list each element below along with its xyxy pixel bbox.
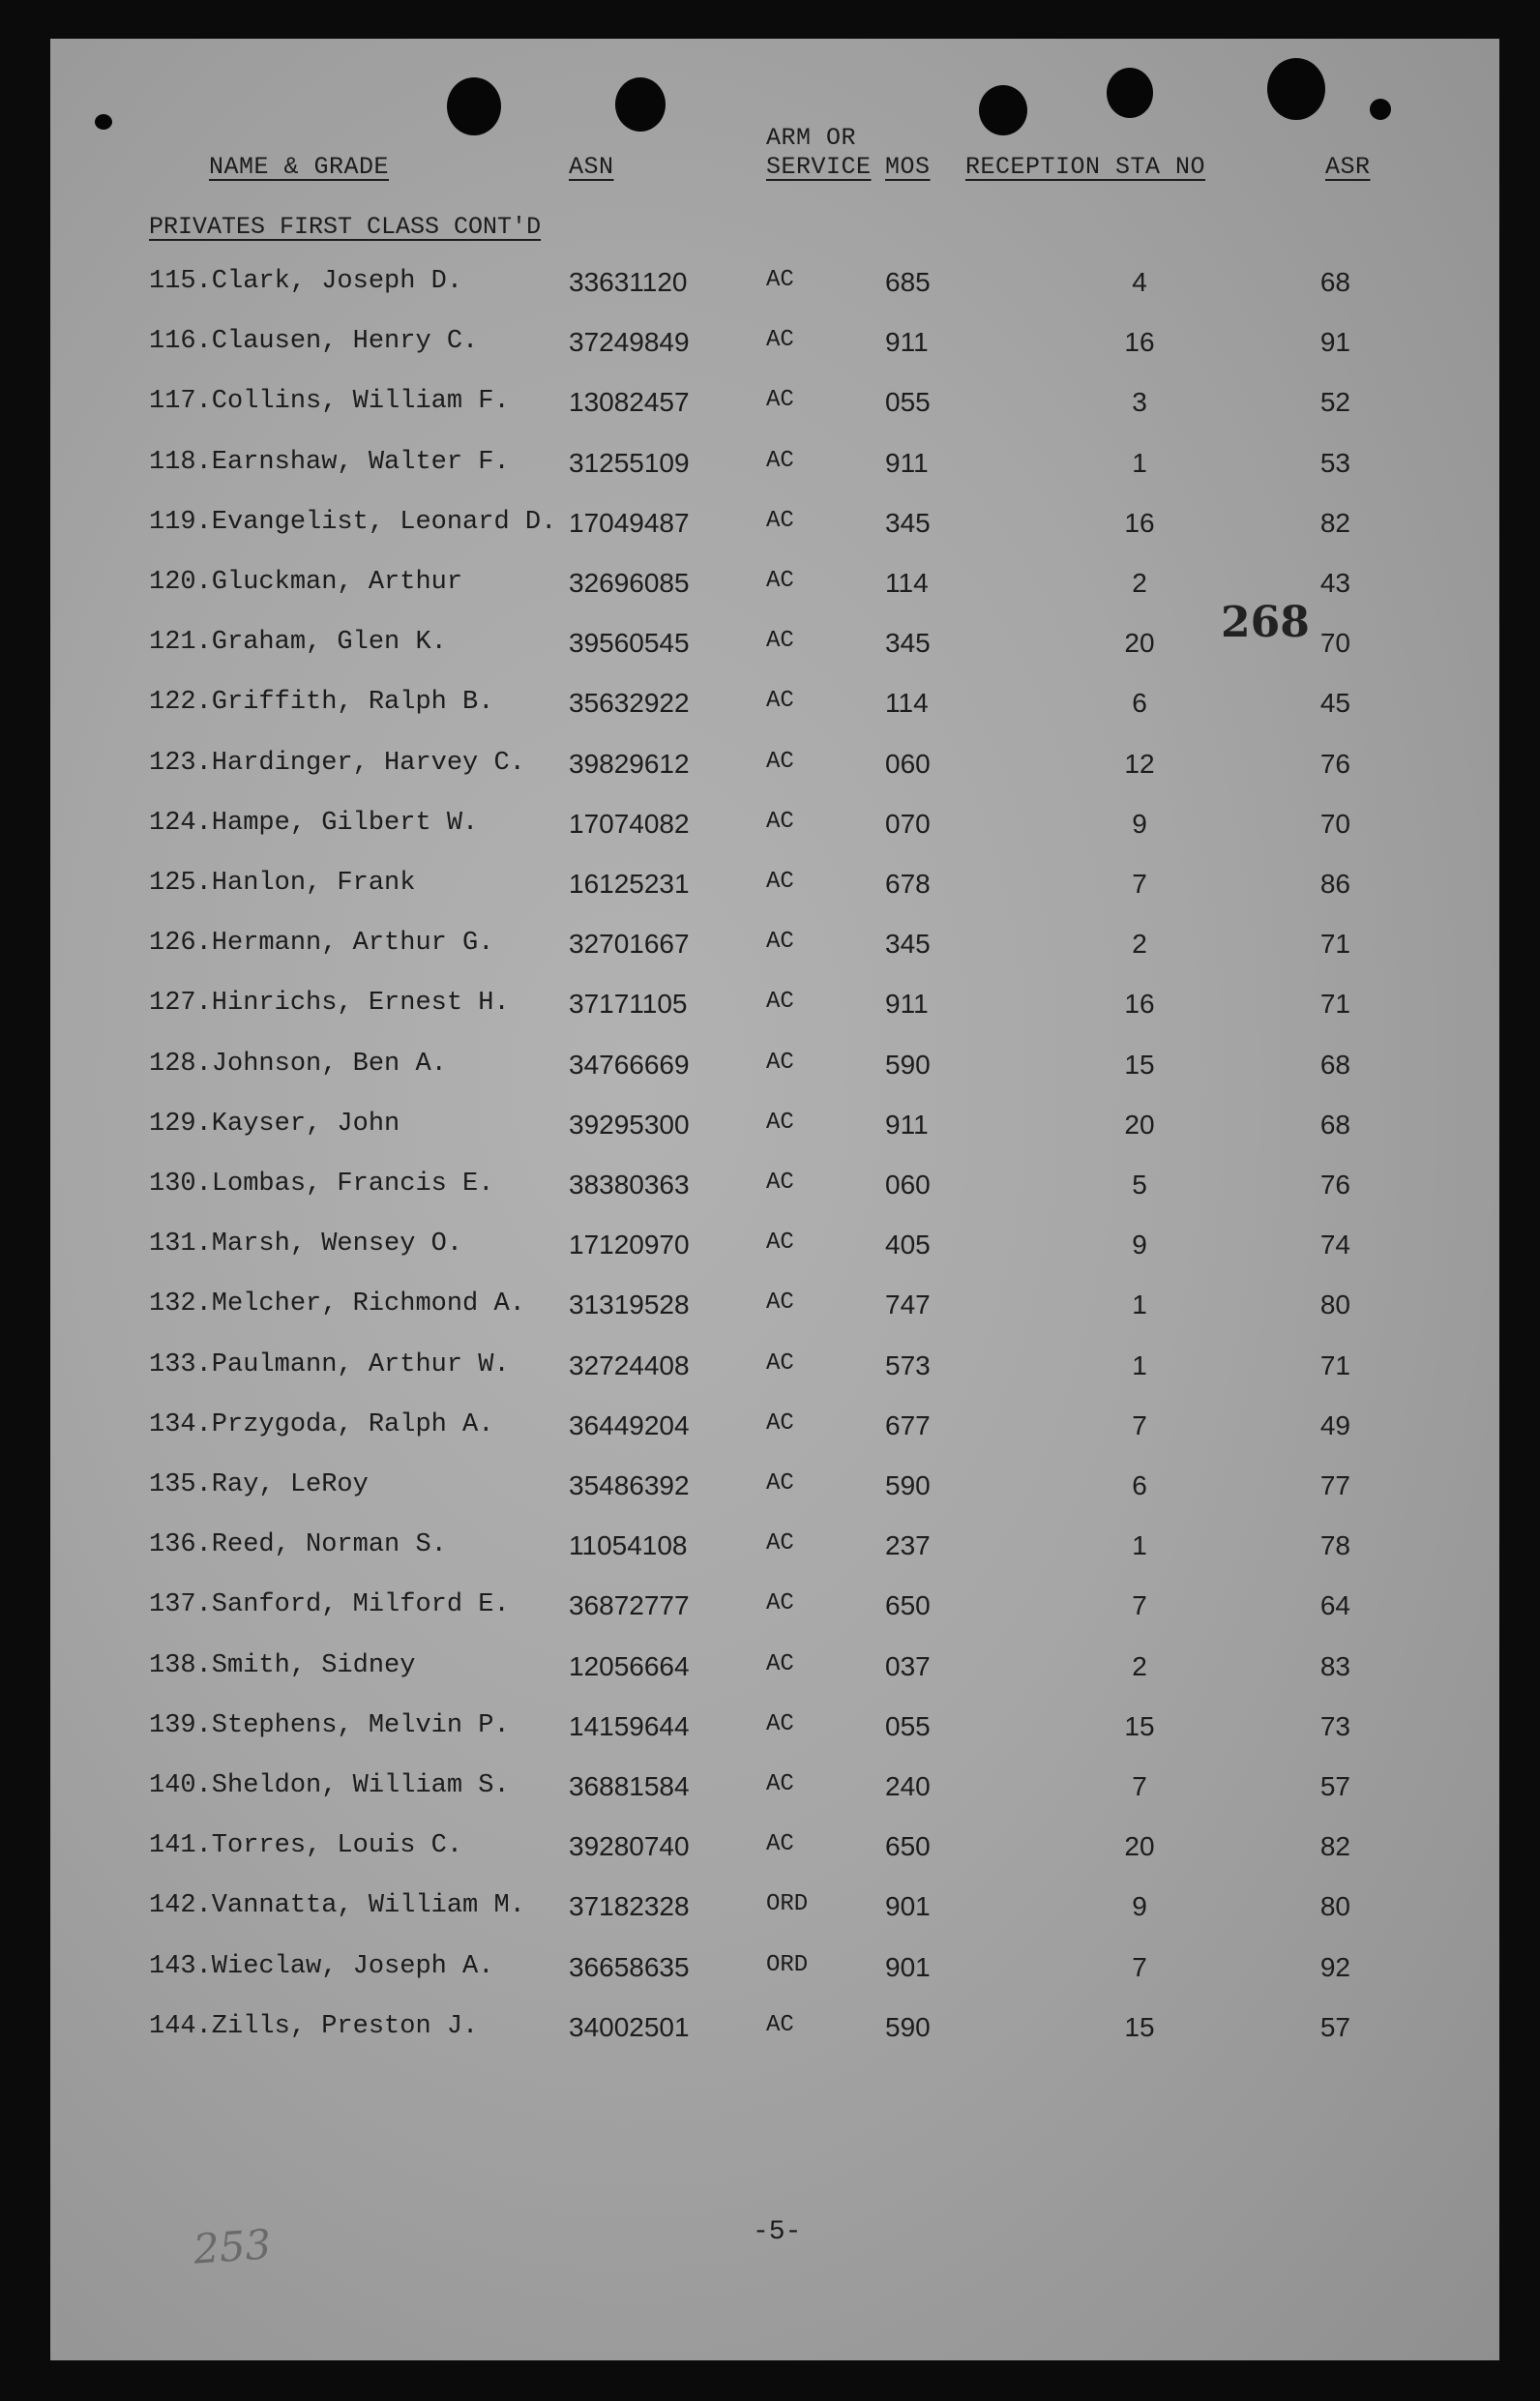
punch-hole <box>447 77 501 135</box>
table-row <box>50 1110 1499 1148</box>
table-row <box>50 267 1499 306</box>
cell-asn: 34766669 <box>569 1049 690 1080</box>
cell-arm: AC <box>766 628 794 655</box>
cell-sta: 20 <box>1124 1109 1155 1140</box>
document-page <box>50 39 1499 2360</box>
cell-asn: 37182328 <box>569 1891 690 1922</box>
cell-arm: AC <box>766 1650 794 1677</box>
cell-name: 117.Collins, William F. <box>149 387 510 417</box>
cell-name: 115.Clark, Joseph D. <box>149 267 463 296</box>
table-row <box>50 327 1499 366</box>
cell-asn: 31319528 <box>569 1289 690 1320</box>
cell-mos: 405 <box>885 1230 931 1260</box>
cell-name: 121.Graham, Glen K. <box>149 628 447 658</box>
cell-asn: 17049487 <box>569 507 690 538</box>
cell-sta: 6 <box>1132 688 1147 719</box>
cell-asn: 39829612 <box>569 748 690 779</box>
cell-asr: 68 <box>1319 1049 1350 1080</box>
cell-asr: 70 <box>1319 808 1350 839</box>
table-row <box>50 688 1499 726</box>
table-row <box>50 2012 1499 2051</box>
table-row <box>50 387 1499 426</box>
cell-asr: 52 <box>1319 387 1350 418</box>
cell-mos: 573 <box>885 1349 931 1380</box>
cell-asn: 12056664 <box>569 1650 690 1681</box>
cell-arm: AC <box>766 327 794 354</box>
cell-asn: 35486392 <box>569 1470 690 1500</box>
cell-name: 143.Wieclaw, Joseph A. <box>149 1951 494 1981</box>
cell-name: 124.Hampe, Gilbert W. <box>149 808 479 838</box>
cell-arm: AC <box>766 2011 794 2038</box>
cell-asn: 17074082 <box>569 808 690 839</box>
cell-mos: 590 <box>885 1049 931 1080</box>
cell-mos: 901 <box>885 1891 931 1922</box>
cell-name: 140.Sheldon, William S. <box>149 1771 510 1800</box>
cell-arm: AC <box>766 1170 794 1196</box>
table-row <box>50 1711 1499 1750</box>
punch-hole <box>95 114 112 130</box>
cell-arm: AC <box>766 1590 794 1617</box>
section-title: PRIVATES FIRST CLASS CONT'D <box>149 213 542 241</box>
cell-name: 118.Earnshaw, Walter F. <box>149 447 510 477</box>
table-row <box>50 929 1499 967</box>
cell-asn: 37171105 <box>569 989 688 1020</box>
table-row <box>50 1230 1499 1268</box>
cell-sta: 20 <box>1124 1831 1155 1862</box>
cell-name: 116.Clausen, Henry C. <box>149 327 479 357</box>
table-row <box>50 1891 1499 1930</box>
cell-asr: 73 <box>1319 1710 1350 1741</box>
cell-asr: 86 <box>1319 869 1350 899</box>
cell-name: 130.Lombas, Francis E. <box>149 1170 494 1199</box>
cell-name: 131.Marsh, Wensey O. <box>149 1230 463 1260</box>
cell-sta: 4 <box>1132 267 1147 297</box>
cell-asn: 11054108 <box>569 1530 688 1561</box>
cell-mos: 685 <box>885 267 931 297</box>
cell-asr: 77 <box>1319 1470 1350 1500</box>
cell-sta: 2 <box>1132 929 1147 960</box>
table-row <box>50 1410 1499 1449</box>
cell-sta: 15 <box>1124 1049 1155 1080</box>
cell-asr: 82 <box>1319 507 1350 538</box>
cell-arm: AC <box>766 1530 794 1557</box>
cell-asr: 68 <box>1319 1109 1350 1140</box>
cell-asn: 13082457 <box>569 387 690 418</box>
cell-asn: 39280740 <box>569 1831 690 1862</box>
cell-sta: 9 <box>1132 808 1147 839</box>
cell-mos: 345 <box>885 507 931 538</box>
cell-sta: 2 <box>1132 568 1147 598</box>
cell-asr: 92 <box>1319 1951 1350 1982</box>
cell-name: 126.Hermann, Arthur G. <box>149 929 494 959</box>
header-name-grade: NAME & GRADE <box>209 153 390 181</box>
cell-sta: 7 <box>1132 1590 1147 1621</box>
cell-asn: 31255109 <box>569 447 690 478</box>
cell-arm: AC <box>766 1109 794 1136</box>
cell-asr: 76 <box>1319 748 1350 779</box>
cell-asr: 57 <box>1319 2011 1350 2042</box>
cell-name: 125.Hanlon, Frank <box>149 869 416 898</box>
cell-sta: 7 <box>1132 1409 1147 1440</box>
cell-sta: 7 <box>1132 1771 1147 1801</box>
table-row <box>50 749 1499 787</box>
table-row <box>50 448 1499 487</box>
punch-hole <box>1370 99 1391 120</box>
cell-mos: 590 <box>885 2011 931 2042</box>
cell-name: 135.Ray, LeRoy <box>149 1470 369 1499</box>
cell-arm: AC <box>766 267 794 293</box>
cell-mos: 911 <box>885 327 929 358</box>
cell-asr: 71 <box>1319 1349 1350 1380</box>
cell-mos: 060 <box>885 1170 931 1200</box>
cell-mos: 060 <box>885 748 931 779</box>
cell-mos: 650 <box>885 1831 931 1862</box>
cell-arm: AC <box>766 1289 794 1317</box>
header-arm-line1: ARM OR <box>766 124 857 152</box>
cell-sta: 1 <box>1132 1530 1147 1561</box>
cell-name: 141.Torres, Louis C. <box>149 1831 463 1861</box>
cell-arm: ORD <box>766 1951 809 1978</box>
cell-arm: AC <box>766 568 794 594</box>
table-row <box>50 1590 1499 1629</box>
cell-arm: AC <box>766 1831 794 1858</box>
cell-mos: 911 <box>885 1109 929 1140</box>
cell-arm: AC <box>766 387 794 414</box>
cell-asr: 74 <box>1319 1230 1350 1260</box>
header-arm-line2: SERVICE <box>766 153 872 181</box>
cell-asn: 34002501 <box>569 2011 690 2042</box>
cell-arm: AC <box>766 1230 794 1257</box>
table-row <box>50 1050 1499 1088</box>
page-number: -5- <box>753 2217 802 2247</box>
cell-arm: AC <box>766 1710 794 1737</box>
cell-asr: 71 <box>1319 929 1350 960</box>
table-row <box>50 989 1499 1027</box>
handwritten-note: 253 <box>192 2220 273 2273</box>
cell-arm: AC <box>766 1049 794 1076</box>
cell-arm: AC <box>766 989 794 1016</box>
punch-hole <box>1267 58 1325 120</box>
cell-name: 142.Vannatta, William M. <box>149 1891 525 1921</box>
header-reception-station: RECEPTION STA NO <box>965 153 1206 181</box>
cell-asn: 39560545 <box>569 628 690 659</box>
cell-arm: AC <box>766 869 794 895</box>
table-row <box>50 1530 1499 1569</box>
cell-mos: 911 <box>885 989 929 1020</box>
cell-name: 139.Stephens, Melvin P. <box>149 1710 510 1740</box>
cell-arm: AC <box>766 1409 794 1437</box>
cell-arm: AC <box>766 507 794 534</box>
cell-asn: 17120970 <box>569 1230 690 1260</box>
cell-sta: 6 <box>1132 1470 1147 1500</box>
cell-sta: 7 <box>1132 1951 1147 1982</box>
cell-asn: 32724408 <box>569 1349 690 1380</box>
cell-sta: 3 <box>1132 387 1147 418</box>
cell-sta: 1 <box>1132 1289 1147 1320</box>
cell-asn: 33631120 <box>569 267 688 297</box>
cell-name: 120.Gluckman, Arthur <box>149 568 463 597</box>
cell-mos: 240 <box>885 1771 931 1801</box>
cell-mos: 901 <box>885 1951 931 1982</box>
cell-mos: 650 <box>885 1590 931 1621</box>
cell-arm: AC <box>766 1771 794 1797</box>
cell-sta: 16 <box>1124 989 1155 1020</box>
cell-name: 136.Reed, Norman S. <box>149 1530 447 1560</box>
cell-sta: 7 <box>1132 869 1147 899</box>
cell-sta: 12 <box>1124 748 1155 779</box>
cell-asr: 78 <box>1319 1530 1350 1561</box>
cell-asn: 39295300 <box>569 1109 690 1140</box>
cell-mos: 114 <box>885 568 929 598</box>
cell-asr: 71 <box>1319 989 1350 1020</box>
cell-asn: 32701667 <box>569 929 690 960</box>
cell-sta: 15 <box>1124 2011 1155 2042</box>
header-mos: MOS <box>885 153 931 181</box>
cell-name: 123.Hardinger, Harvey C. <box>149 748 525 778</box>
cell-sta: 5 <box>1132 1170 1147 1200</box>
table-row <box>50 869 1499 907</box>
punch-hole <box>615 77 666 132</box>
cell-asr: 76 <box>1319 1170 1350 1200</box>
cell-asn: 35632922 <box>569 688 690 719</box>
cell-asr: 83 <box>1319 1650 1350 1681</box>
cell-sta: 9 <box>1132 1230 1147 1260</box>
cell-asn: 16125231 <box>569 869 690 899</box>
cell-asr: 80 <box>1319 1891 1350 1922</box>
cell-sta: 16 <box>1124 327 1155 358</box>
cell-asn: 37249849 <box>569 327 690 358</box>
cell-name: 138.Smith, Sidney <box>149 1650 416 1680</box>
cell-asn: 36881584 <box>569 1771 690 1801</box>
cell-sta: 15 <box>1124 1710 1155 1741</box>
cell-mos: 345 <box>885 628 931 659</box>
cell-asr: 80 <box>1319 1289 1350 1320</box>
table-row <box>50 1470 1499 1509</box>
cell-mos: 677 <box>885 1409 931 1440</box>
cell-sta: 16 <box>1124 507 1155 538</box>
cell-sta: 9 <box>1132 1891 1147 1922</box>
cell-asr: 70 <box>1319 628 1350 659</box>
cell-name: 128.Johnson, Ben A. <box>149 1049 447 1079</box>
cell-arm: AC <box>766 808 794 835</box>
cell-asr: 45 <box>1319 688 1350 719</box>
cell-name: 119.Evangelist, Leonard D. <box>149 507 557 537</box>
cell-name: 144.Zills, Preston J. <box>149 2011 479 2041</box>
cell-mos: 747 <box>885 1289 931 1320</box>
table-row <box>50 1170 1499 1208</box>
cell-asr: 57 <box>1319 1771 1350 1801</box>
cell-arm: AC <box>766 447 794 474</box>
punch-hole <box>1107 68 1153 118</box>
cell-asr: 49 <box>1319 1409 1350 1440</box>
cell-sta: 20 <box>1124 628 1155 659</box>
table-row <box>50 1831 1499 1870</box>
cell-name: 137.Sanford, Milford E. <box>149 1590 510 1620</box>
cell-name: 133.Paulmann, Arthur W. <box>149 1349 510 1379</box>
cell-name: 127.Hinrichs, Ernest H. <box>149 989 510 1019</box>
cell-arm: AC <box>766 929 794 956</box>
table-row <box>50 1651 1499 1690</box>
cell-arm: AC <box>766 1470 794 1497</box>
cell-asr: 64 <box>1319 1590 1350 1621</box>
stamp-number: 268 <box>1221 598 1310 647</box>
cell-asr: 91 <box>1319 327 1350 358</box>
cell-mos: 911 <box>885 447 929 478</box>
cell-sta: 1 <box>1132 1349 1147 1380</box>
cell-mos: 237 <box>885 1530 931 1561</box>
table-row <box>50 809 1499 847</box>
table-row <box>50 508 1499 547</box>
cell-asn: 38380363 <box>569 1170 690 1200</box>
table-row <box>50 1771 1499 1810</box>
cell-asr: 53 <box>1319 447 1350 478</box>
table-row <box>50 1350 1499 1389</box>
cell-asn: 14159644 <box>569 1710 690 1741</box>
cell-arm: AC <box>766 748 794 775</box>
cell-name: 129.Kayser, John <box>149 1109 400 1139</box>
cell-name: 132.Melcher, Richmond A. <box>149 1289 525 1319</box>
cell-name: 134.Przygoda, Ralph A. <box>149 1409 494 1439</box>
cell-asr: 43 <box>1319 568 1350 598</box>
cell-mos: 055 <box>885 1710 931 1741</box>
cell-asr: 68 <box>1319 267 1350 297</box>
cell-asn: 32696085 <box>569 568 690 598</box>
cell-mos: 590 <box>885 1470 931 1500</box>
cell-mos: 114 <box>885 688 929 719</box>
cell-sta: 1 <box>1132 447 1147 478</box>
header-asn: ASN <box>569 153 614 181</box>
cell-asn: 36658635 <box>569 1951 690 1982</box>
cell-asn: 36872777 <box>569 1590 690 1621</box>
table-row <box>50 1289 1499 1328</box>
cell-asn: 36449204 <box>569 1409 690 1440</box>
cell-mos: 070 <box>885 808 931 839</box>
cell-mos: 055 <box>885 387 931 418</box>
cell-arm: ORD <box>766 1891 809 1918</box>
cell-mos: 345 <box>885 929 931 960</box>
cell-arm: AC <box>766 1349 794 1377</box>
cell-name: 122.Griffith, Ralph B. <box>149 688 494 718</box>
cell-mos: 678 <box>885 869 931 899</box>
header-asr: ASR <box>1325 153 1371 181</box>
table-row <box>50 1952 1499 1991</box>
cell-arm: AC <box>766 688 794 715</box>
punch-hole <box>979 85 1027 135</box>
cell-sta: 2 <box>1132 1650 1147 1681</box>
cell-mos: 037 <box>885 1650 931 1681</box>
cell-asr: 82 <box>1319 1831 1350 1862</box>
